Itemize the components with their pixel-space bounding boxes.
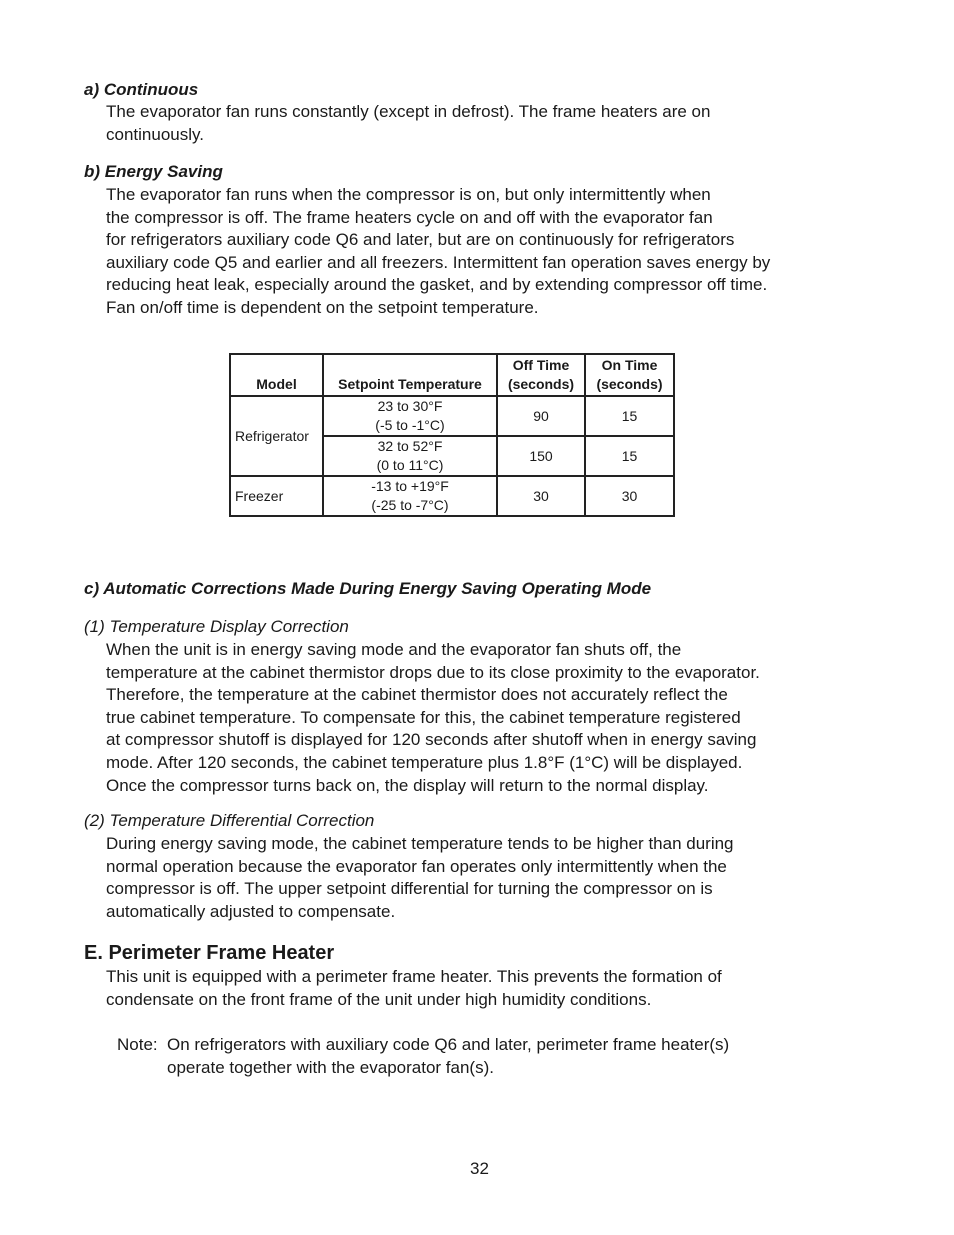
cell-setpoint [323, 436, 497, 476]
text-line: During energy saving mode, the cabinet temperature tends to be higher than during [106, 834, 734, 853]
text-line: operate together with the evaporator fan(s). [167, 1057, 494, 1077]
setpoint-fahrenheit: 32 to 52°F [377, 438, 443, 454]
cell-on-time: 15 [585, 436, 674, 476]
cell-on-time: 15 [585, 396, 674, 436]
header-off-time-line1: Off Time [512, 357, 570, 373]
table-header-row [230, 354, 674, 396]
section-e-text [106, 966, 722, 1011]
header-model: Model [230, 354, 323, 396]
cell-off-time: 30 [497, 476, 585, 516]
setpoint-celsius: (-5 to -1°C) [375, 417, 445, 433]
text-line: mode. After 120 seconds, the cabinet temperature plus 1.8°F (1°C) will be displayed. [106, 752, 743, 772]
text-line: The evaporator fan runs when the compressor is on, but only intermittently when [106, 185, 711, 204]
subsection-1-text [106, 639, 760, 797]
note-text [167, 1034, 729, 1079]
subsection-1-heading: (1) Temperature Display Correction [84, 617, 349, 636]
header-on-time-line2: (seconds) [596, 376, 663, 392]
cell-on-time: 30 [585, 476, 674, 516]
header-setpoint: Setpoint Temperature [323, 354, 497, 396]
text-line: normal operation because the evaporator fan operates only intermittently when the [106, 856, 727, 876]
note-label: Note: [117, 1035, 158, 1054]
setpoint-fahrenheit: 23 to 30°F [377, 398, 443, 414]
text-line: Once the compressor turns back on, the display will return to the normal display. [106, 775, 709, 795]
section-c-heading: c) Automatic Corrections Made During Energy Saving Operating Mode [84, 579, 652, 598]
text-line: continuously. [106, 124, 204, 144]
header-on-time-line1: On Time [601, 357, 658, 373]
section-b-heading: b) Energy Saving [84, 162, 223, 181]
section-a-heading: a) Continuous [84, 80, 199, 99]
text-line: auxiliary code Q5 and earlier and all freezers. Intermittent fan operation saves energy by [106, 252, 771, 272]
cell-setpoint [323, 396, 497, 436]
text-line: the compressor is off. The frame heaters cycle on and off with the evaporator fan [106, 207, 713, 227]
table-row [230, 396, 674, 436]
subsection-2-text [106, 833, 734, 923]
table-row [230, 476, 674, 516]
text-line: true cabinet temperature. To compensate for this, the cabinet temperature registered [106, 707, 741, 727]
text-line: condensate on the front frame of the unit under high humidity conditions. [106, 989, 652, 1009]
text-line: at compressor shutoff is displayed for 120 seconds after shutoff when in energy saving [106, 730, 757, 750]
cell-off-time: 150 [497, 436, 585, 476]
text-line: automatically adjusted to compensate. [106, 901, 396, 921]
text-line: The evaporator fan runs constantly (except in defrost). The frame heaters are on [106, 102, 711, 121]
fan-timing-table [229, 353, 675, 517]
section-b-text [106, 184, 770, 320]
cell-model-freezer: Freezer [230, 476, 323, 516]
text-line: for refrigerators auxiliary code Q6 and later, but are on continuously for refrigerators [106, 230, 735, 250]
text-line: Fan on/off time is dependent on the setpoint temperature. [106, 297, 539, 317]
section-e-heading: E. Perimeter Frame Heater [84, 942, 335, 964]
text-line: This unit is equipped with a perimeter frame heater. This prevents the formation of [106, 967, 722, 986]
text-line: temperature at the cabinet thermistor drops due to its close proximity to the evaporator. [106, 662, 760, 682]
setpoint-celsius: (0 to 11°C) [376, 457, 444, 473]
setpoint-fahrenheit: -13 to +19°F [371, 478, 449, 494]
header-on-time [585, 354, 674, 396]
subsection-2-heading: (2) Temperature Differential Correction [84, 811, 375, 830]
cell-off-time: 90 [497, 396, 585, 436]
page-number: 32 [470, 1159, 489, 1178]
text-line: When the unit is in energy saving mode and the evaporator fan shuts off, the [106, 640, 682, 659]
text-line: compressor is off. The upper setpoint differential for turning the compressor on is [106, 879, 713, 899]
header-off-time [497, 354, 585, 396]
text-line: reducing heat leak, especially around the gasket, and by extending compressor off time. [106, 275, 768, 295]
header-off-time-line2: (seconds) [507, 376, 575, 392]
text-line: Therefore, the temperature at the cabinet thermistor does not accurately reflect the [106, 685, 728, 705]
setpoint-celsius: (-25 to -7°C) [371, 497, 449, 513]
cell-model-refrigerator: Refrigerator [230, 396, 323, 476]
cell-setpoint [323, 476, 497, 516]
text-line: On refrigerators with auxiliary code Q6 and later, perimeter frame heater(s) [167, 1035, 730, 1054]
section-a-text [106, 101, 710, 146]
